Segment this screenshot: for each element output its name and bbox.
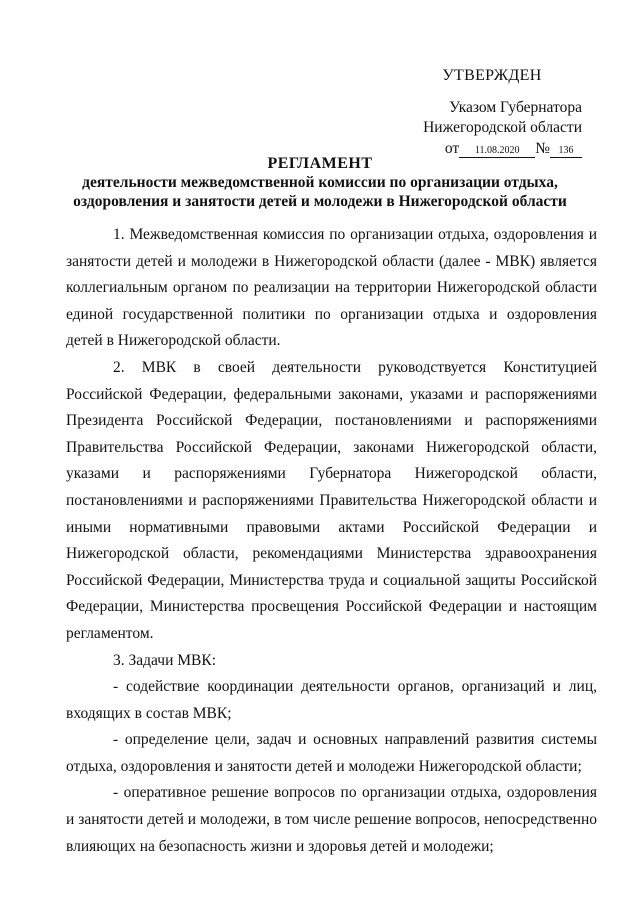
title-line-2: деятельности межведомственной комиссии по организации отдыха, — [82, 174, 558, 191]
number-label: № — [535, 140, 550, 157]
document-title — [60, 154, 580, 211]
approval-stamp — [402, 66, 582, 159]
task-item-1: - содействие координации деятельности органов, организаций и лиц, входящих в состав МВК; — [66, 678, 597, 722]
approval-line-2: Нижегородской области — [423, 119, 582, 136]
approval-line-1: Указом Губернатора — [449, 99, 582, 116]
decree-date: 11.08.2020 — [459, 145, 535, 158]
from-label: от — [444, 140, 460, 157]
paragraph-2: 2. МВК в своей деятельности руководствуется Конституцией Российской Федерации, федеральными законами, указами и распоряжениями Президента Российской Федерации, постановлениями и распоряжениями Правительства Российской Федерации, законами Нижегородской области, указами и распоряжениями Губернатора Нижегородской области, постановлениями и распоряжениями Правительства Нижегородской области и иными нормативными правовыми актами Российской Федерации и Нижегородской области, рекомендациями Министерства здравоохранения Российской Федерации, Министерства труда и социальной защиты Российской Федерации, Министерства просвещения Российской Федерации и настоящим регламентом. — [66, 358, 597, 642]
approved-heading: УТВЕРЖДЕН — [442, 67, 542, 84]
task-item-3: - оперативное решение вопросов по организации отдыха, оздоровления и занятости детей и молодежи, в том числе решение вопросов, непосредственно влияющих на безопасность жизни и здоровья детей и молодежи; — [66, 784, 597, 855]
document-body — [66, 222, 597, 860]
title-line-3: оздоровления и занятости детей и молодежи в Нижегородской области — [73, 193, 567, 210]
title-line-1: РЕГЛАМЕНТ — [267, 155, 373, 172]
paragraph-3: 3. Задачи МВК: — [113, 651, 217, 669]
decree-number: 136 — [550, 145, 582, 158]
paragraph-1: 1. Межведомственная комиссия по организации отдыха, оздоровления и занятости детей и молодежи в Нижегородской области (далее - МВК) является коллегиальным органом по реализации на территории Нижегородской области единой государственной политики по организации отдыха и оздоровления детей в Нижегородской области. — [66, 226, 597, 350]
task-item-2: - определение цели, задач и основных направлений развития системы отдыха, оздоровления и занятости детей и молодежи Нижегородской области; — [66, 731, 597, 775]
